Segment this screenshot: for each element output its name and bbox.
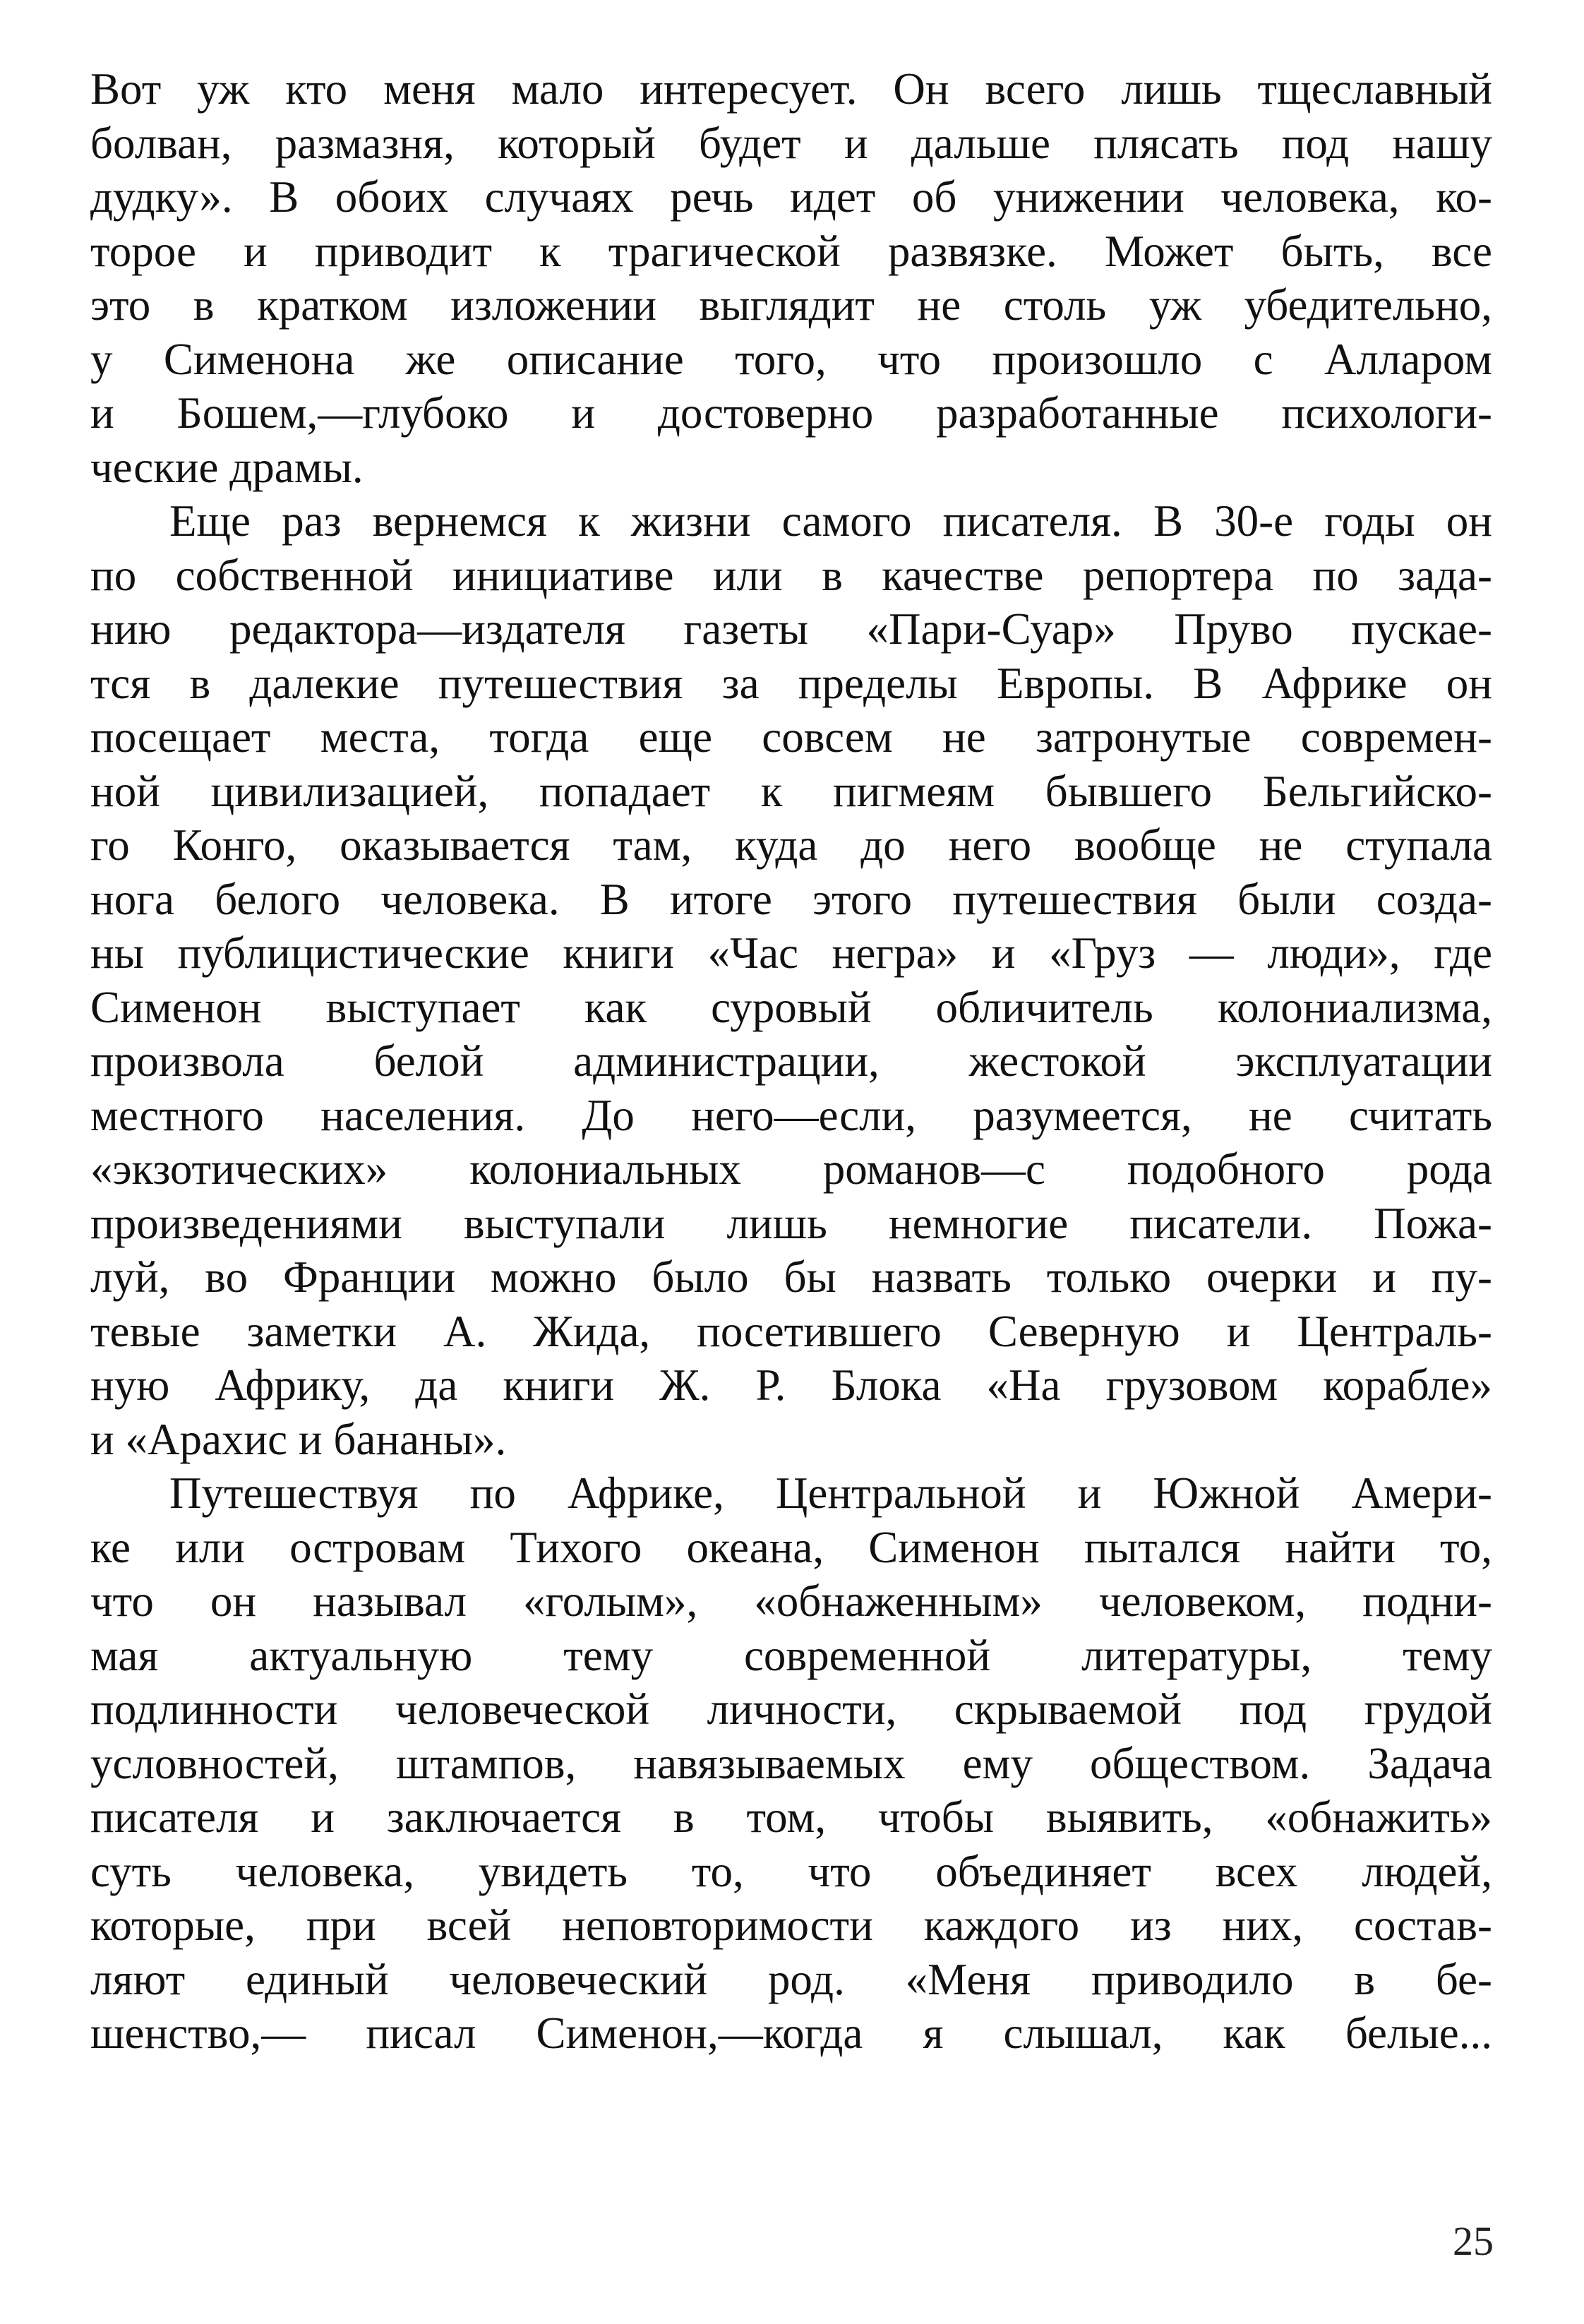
page-number: 25 xyxy=(1453,2218,1494,2264)
text-line: у Сименона же описание того, что произошло с Алларом xyxy=(90,334,1492,384)
paragraph xyxy=(90,62,1492,494)
text-line: посещает места, тогда еще совсем не затронутые современ- xyxy=(90,712,1492,762)
paragraph xyxy=(90,494,1492,1466)
text-line: ке или островам Тихого океана, Сименон пытался найти то, xyxy=(90,1522,1492,1572)
text-line: что он называл «голым», «обнаженным» человеком, подни- xyxy=(90,1576,1492,1626)
text-line: болван, размазня, который будет и дальше плясать под нашу xyxy=(90,118,1492,168)
text-line: ную Африку, да книги Ж. Р. Блока «На грузовом корабле» xyxy=(90,1360,1492,1410)
paragraph xyxy=(90,1466,1492,2061)
text-line: по собственной инициативе или в качестве репортера по зада- xyxy=(90,550,1492,600)
text-line: мая актуальную тему современной литературы, тему xyxy=(90,1630,1492,1680)
text-line: подлинности человеческой личности, скрываемой под грудой xyxy=(90,1684,1492,1734)
text-line: ны публицистические книги «Час негра» и «Груз — люди», где xyxy=(90,928,1492,978)
text-line: Путешествуя по Африке, Центральной и Южной Амери- xyxy=(169,1468,1492,1518)
text-line: и «Арахис и бананы». xyxy=(90,1414,507,1464)
text-line: ной цивилизацией, попадает к пигмеям бывшего Бельгийско- xyxy=(90,766,1492,816)
text-line: и Бошем,—глубоко и достоверно разработанные психологи- xyxy=(90,388,1492,438)
text-line: ческие драмы. xyxy=(90,442,364,492)
text-line: произведениями выступали лишь немногие писатели. Пожа- xyxy=(90,1198,1492,1248)
text-line: торое и приводит к трагической развязке. Может быть, все xyxy=(90,226,1492,276)
body-text xyxy=(90,62,1492,2061)
text-line: «экзотических» колониальных романов—с подобного рода xyxy=(90,1144,1492,1194)
text-line: луй, во Франции можно было бы назвать только очерки и пу- xyxy=(90,1252,1492,1302)
text-line: это в кратком изложении выглядит не столь уж убедительно, xyxy=(90,280,1492,330)
text-line: местного населения. До него—если, разумеется, не считать xyxy=(90,1090,1492,1140)
text-line: шенство,— писал Сименон,—когда я слышал, как белые... xyxy=(90,2008,1492,2058)
text-line: Вот уж кто меня мало интересует. Он всего лишь тщеславный xyxy=(90,64,1492,114)
text-line: го Конго, оказывается там, куда до него вообще не ступала xyxy=(90,820,1492,870)
text-line: произвола белой администрации, жестокой эксплуатации xyxy=(90,1036,1492,1086)
text-line: писателя и заключается в том, чтобы выявить, «обнажить» xyxy=(90,1792,1492,1842)
text-line: дудку». В обоих случаях речь идет об унижении человека, ко- xyxy=(90,172,1492,222)
text-line: условностей, штампов, навязываемых ему обществом. Задача xyxy=(90,1738,1492,1788)
text-line: Сименон выступает как суровый обличитель колониализма, xyxy=(90,982,1492,1032)
text-line: нию редактора—издателя газеты «Пари-Суар» Пруво пускае- xyxy=(90,604,1492,654)
text-line: ляют единый человеческий род. «Меня приводило в бе- xyxy=(90,1954,1492,2004)
text-line: суть человека, увидеть то, что объединяет всех людей, xyxy=(90,1846,1492,1896)
text-line: которые, при всей неповторимости каждого из них, состав- xyxy=(90,1900,1492,1950)
text-line: тевые заметки А. Жида, посетившего Северную и Централь- xyxy=(90,1306,1492,1356)
text-line: нога белого человека. В итоге этого путешествия были созда- xyxy=(90,874,1492,924)
text-line: тся в далекие путешествия за пределы Европы. В Африке он xyxy=(90,658,1492,708)
text-line: Еще раз вернемся к жизни самого писателя. В 30-е годы он xyxy=(169,496,1492,546)
